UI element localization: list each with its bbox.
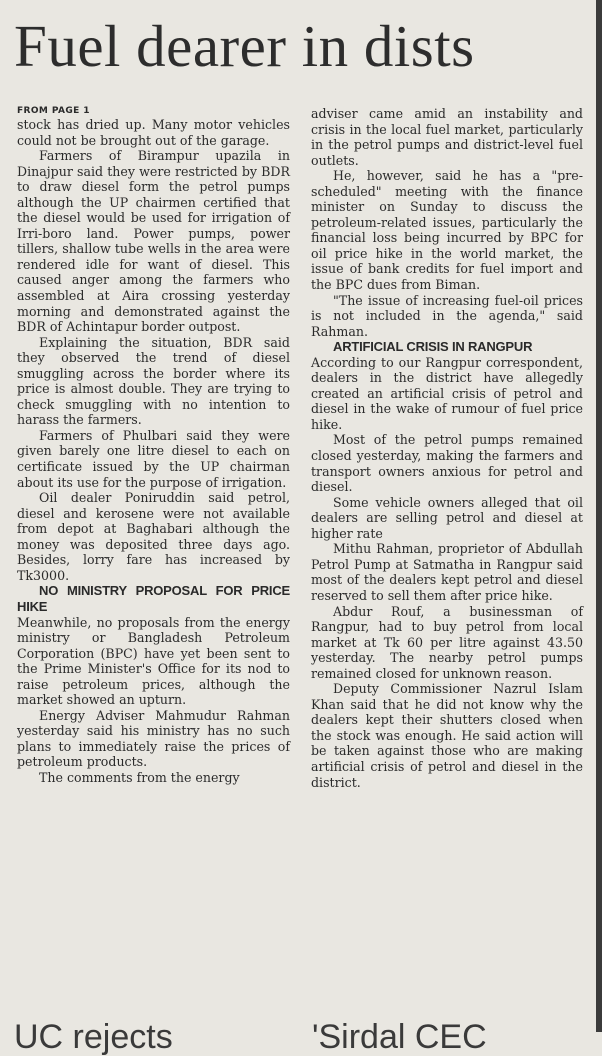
- cut-off-headline-right: 'Sirdal CEC: [312, 1018, 487, 1056]
- paragraph: Farmers of Phulbari said they were given barely one litre diesel to each on certificate issued by the UP chairman about its use for the purpose of irrigation.: [17, 427, 290, 490]
- paragraph: According to our Rangpur correspondent, dealers in the district have allegedly created an artificial crisis of petrol and diesel in the wake of rumour of fuel price hike.: [311, 354, 583, 432]
- paragraph: Meanwhile, no proposals from the energy ministry or Bangladesh Petroleum Corporation (BPC) have yet been sent to the Prime Minister's Office for its nod to raise petroleum prices, although the market showed an upturn.: [17, 614, 290, 708]
- paragraph: Mithu Rahman, proprietor of Abdullah Petrol Pump at Satmatha in Rangpur said most of the dealers kept petrol and diesel reserved to sell them after price hike.: [311, 541, 583, 603]
- subhead-no-ministry-proposal: NO MINISTRY PROPOSAL FOR PRICE HIKE: [17, 583, 290, 614]
- subhead-artificial-crisis: ARTIFICIAL CRISIS IN RANGPUR: [333, 339, 533, 355]
- paragraph: Oil dealer Poniruddin said petrol, diesel and kerosene were not available from depot at Baghabari although the money was deposited three days ago. Besides, lorry fare has increased by Tk3000.: [17, 490, 290, 583]
- paragraph: Energy Adviser Mahmudur Rahman yesterday said his ministry has no such plans to immediately raise the prices of petroleum products.: [17, 707, 290, 770]
- paragraph: stock has dried up. Many motor vehicles could not be brought out of the garage.: [17, 117, 290, 148]
- page-edge: [596, 0, 602, 1032]
- headline: Fuel dearer in dists: [14, 13, 475, 79]
- paragraph: Farmers of Birampur upazila in Dinajpur said they were restricted by BDR to draw diesel form the petrol pumps although the UP chairmen certified that the diesel would be used for irrigation of Irri-boro land. Power pumps, power tillers, shallow tube wells in the area were rendered idle for want of diesel. This caused anger among the farmers who assembled at Aira crossing yesterday morning and demonstrated against the BDR of Achintapur border outpost.: [17, 148, 290, 335]
- jump-line: FROM PAGE 1: [17, 106, 90, 116]
- paragraph: Deputy Commissioner Nazrul Islam Khan said that he did not know why the dealers kept their shutters closed when the stock was enough. He said action will be taken against those who are making artificial crisis of petrol and diesel in the district.: [311, 681, 583, 790]
- paragraph: The comments from the energy: [39, 769, 240, 785]
- paragraph: adviser came amid an instability and crisis in the local fuel market, particularly in the petrol pumps and district-level fuel outlets.: [311, 106, 583, 168]
- paragraph: He, however, said he has a "pre-scheduled" meeting with the finance minister on Sunday to discuss the petroleum-related issues, particularly the financial loss being incurred by BPC for oil price hike in the world market, the issue of bank credits for fuel import and the BPC dues from Biman.: [311, 168, 583, 293]
- paragraph: "The issue of increasing fuel-oil prices is not included in the agenda," said Rahman.: [311, 292, 583, 339]
- next-article-headlines: [0, 1018, 602, 1056]
- right-column: [311, 106, 583, 790]
- paragraph: Abdur Rouf, a businessman of Rangpur, had to buy petrol from local market at Tk 60 per litre against 43.50 yesterday. The nearby petrol pumps remained closed for unknown reason.: [311, 603, 583, 681]
- paragraph: Some vehicle owners alleged that oil dealers are selling petrol and diesel at higher rate: [311, 494, 583, 541]
- cut-off-headline-left: UC rejects: [14, 1018, 173, 1056]
- left-column: [17, 106, 290, 786]
- paragraph: Explaining the situation, BDR said they observed the trend of diesel smuggling across the border where its price is almost double. They are trying to check smuggling with no intention to harass the farmers.: [17, 334, 290, 428]
- paragraph: Most of the petrol pumps remained closed yesterday, making the farmers and transport owners anxious for petrol and diesel.: [311, 432, 583, 495]
